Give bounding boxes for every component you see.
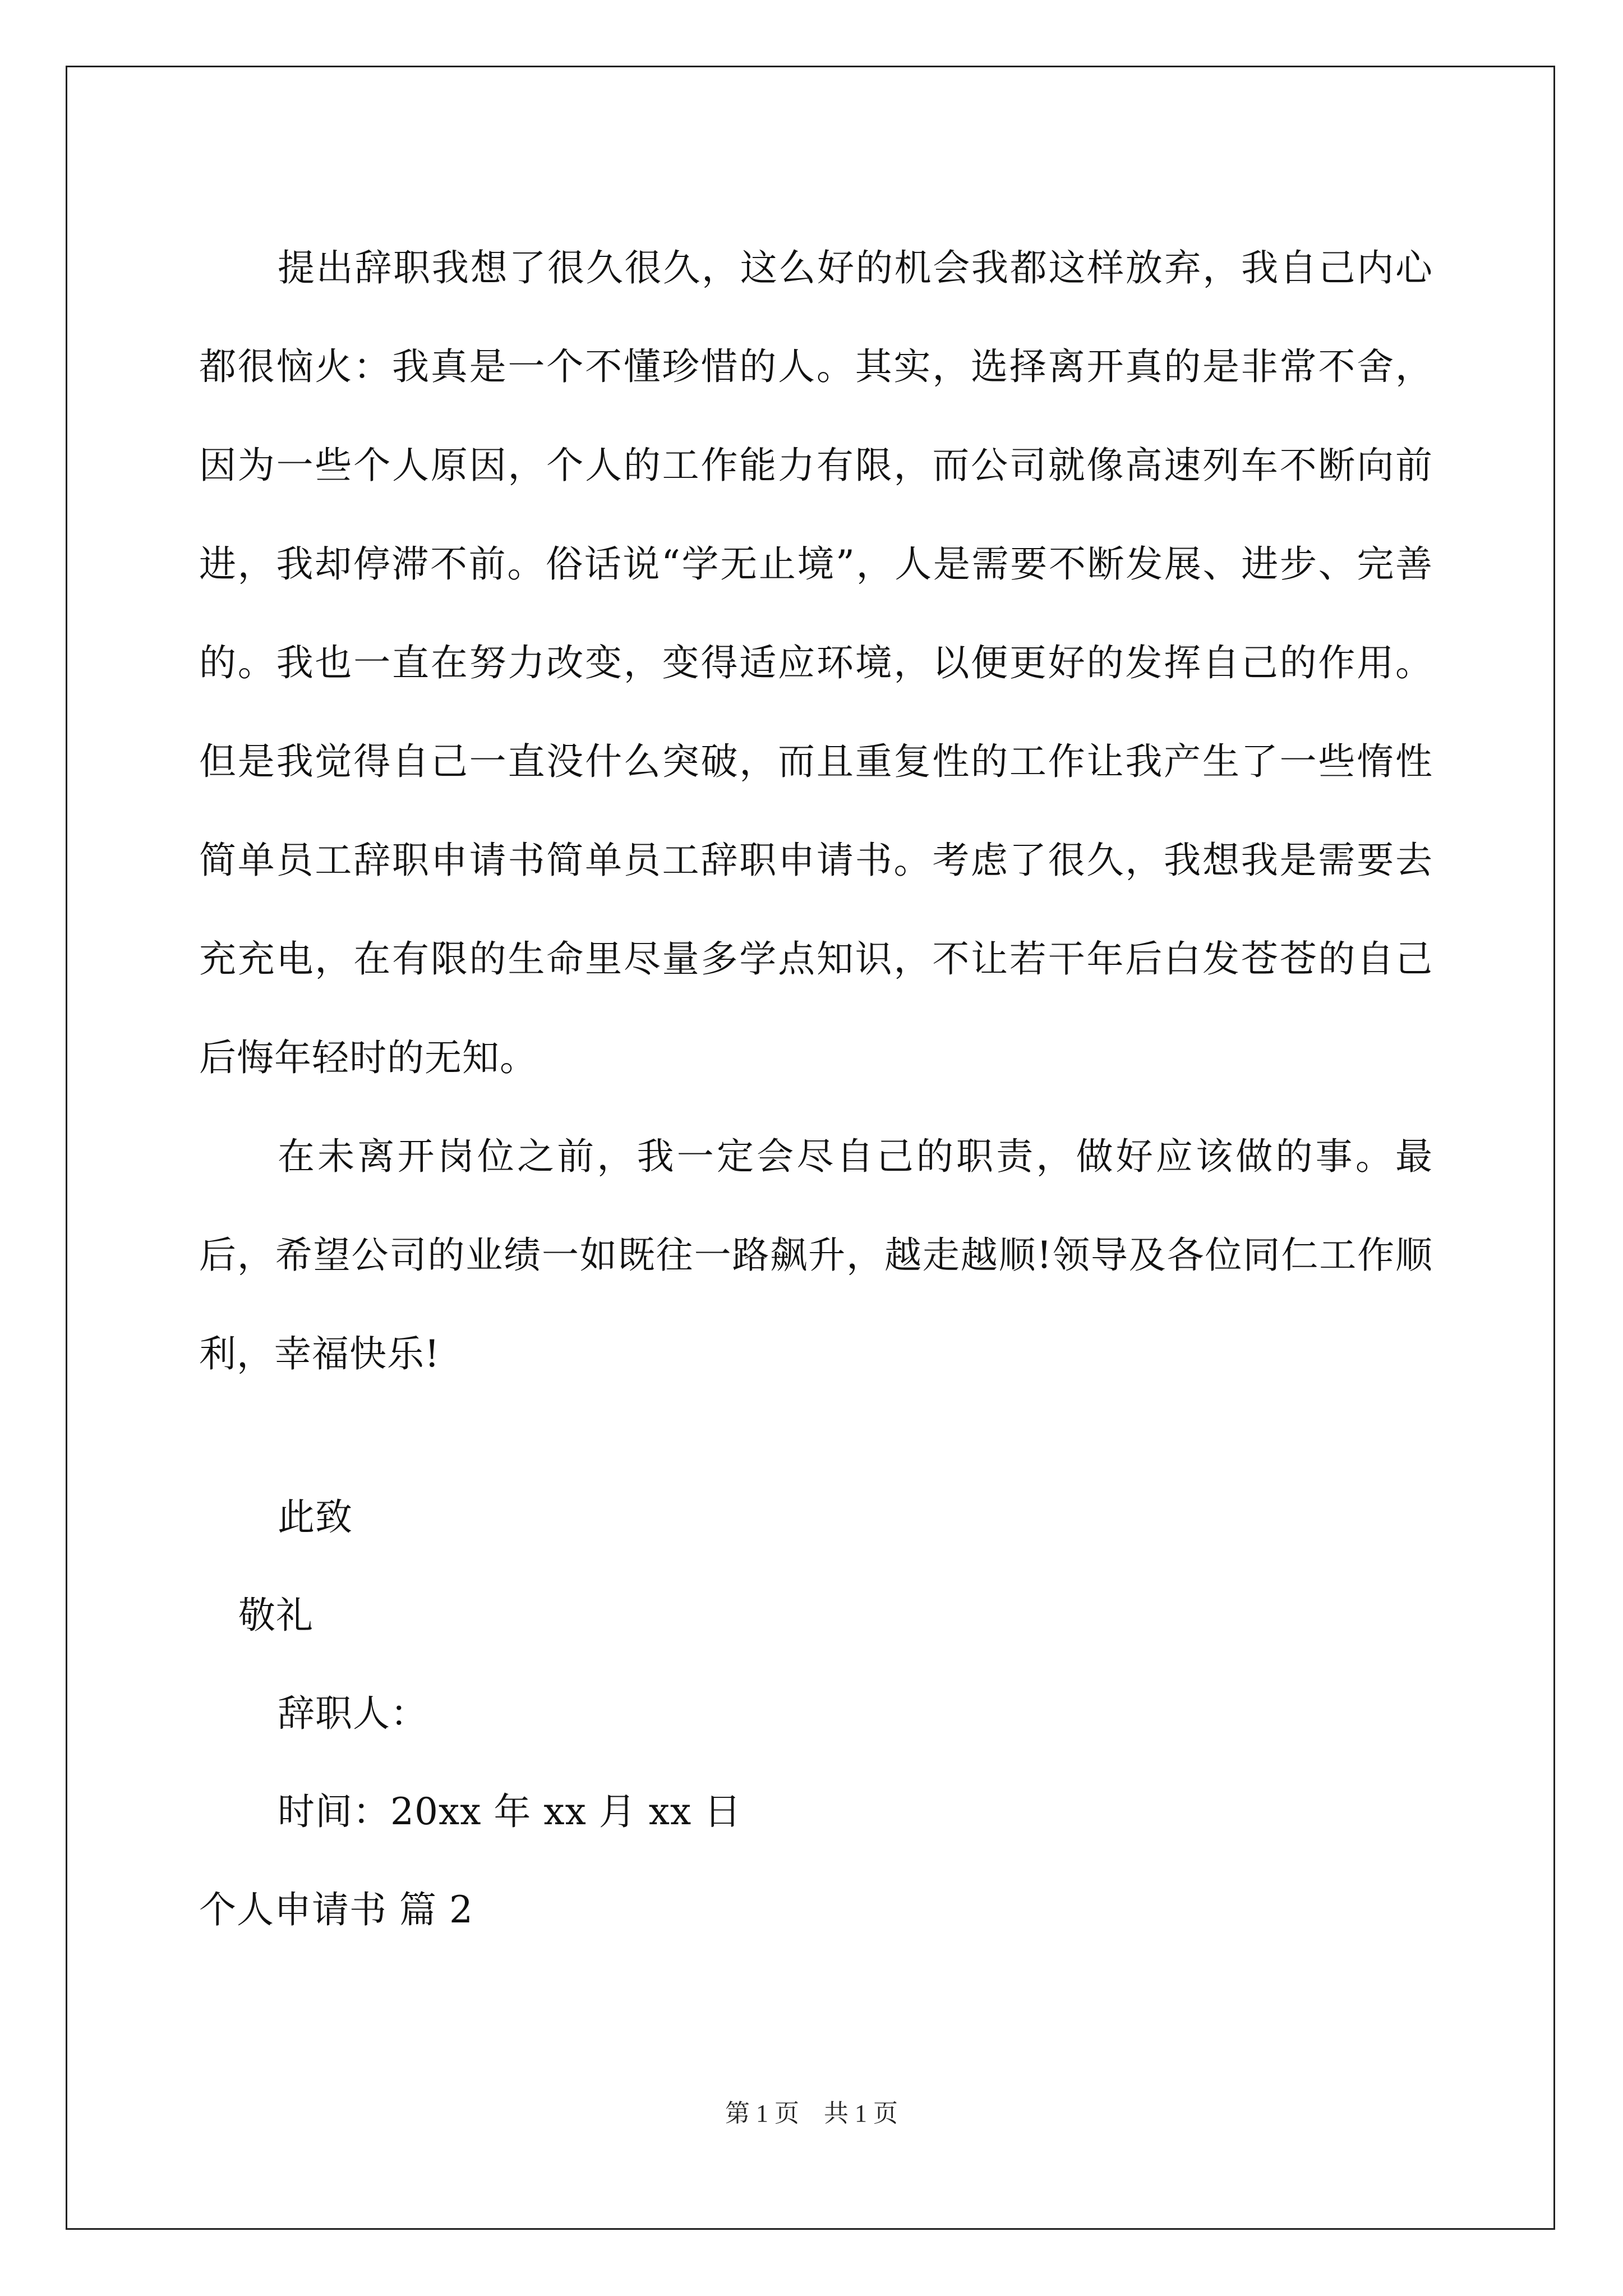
next-section-title: 个人申请书 篇 2 <box>199 1888 473 1931</box>
salutation-text: 敬礼 <box>238 1594 313 1637</box>
signer-label: 辞职人： <box>278 1692 428 1735</box>
paragraph-2: 在未离开岗位之前，我一定会尽自己的职责，做好应该做的事。最后，希望公司的业绩一如既往一路飙升，越走越顺!领导及各位同仁工作顺利，幸福快乐! <box>199 1135 1433 1375</box>
letter-body <box>199 219 1433 1404</box>
page-footer: 第 1 页 共 1 页 <box>725 2100 898 2127</box>
date-line: 时间：20xx 年 xx 月 xx 日 <box>278 1790 742 1833</box>
closing-text: 此致 <box>278 1496 353 1539</box>
paragraph-1: 提出辞职我想了很久很久，这么好的机会我都这样放弃，我自己内心都很恼火：我真是一个不懂珍惜的人。其实，选择离开真的是非常不舍，因为一些个人原因，个人的工作能力有限，而公司就像高速列车不断向前进，我却停滞不前。俗话说“学无止境”，人是需要不断发展、进步、完善的。我也一直在努力改变，变得适应环境，以便更好的发挥自己的作用。但是我觉得自己一直没什么突破，而且重复性的工作让我产生了一些惰性简单员工辞职申请书简单员工辞职申请书。考虑了很久，我想我是需要去充充电，在有限的生命里尽量多学点知识，不让若干年后白发苍苍的自己后悔年轻时的无知。 <box>199 246 1433 1079</box>
